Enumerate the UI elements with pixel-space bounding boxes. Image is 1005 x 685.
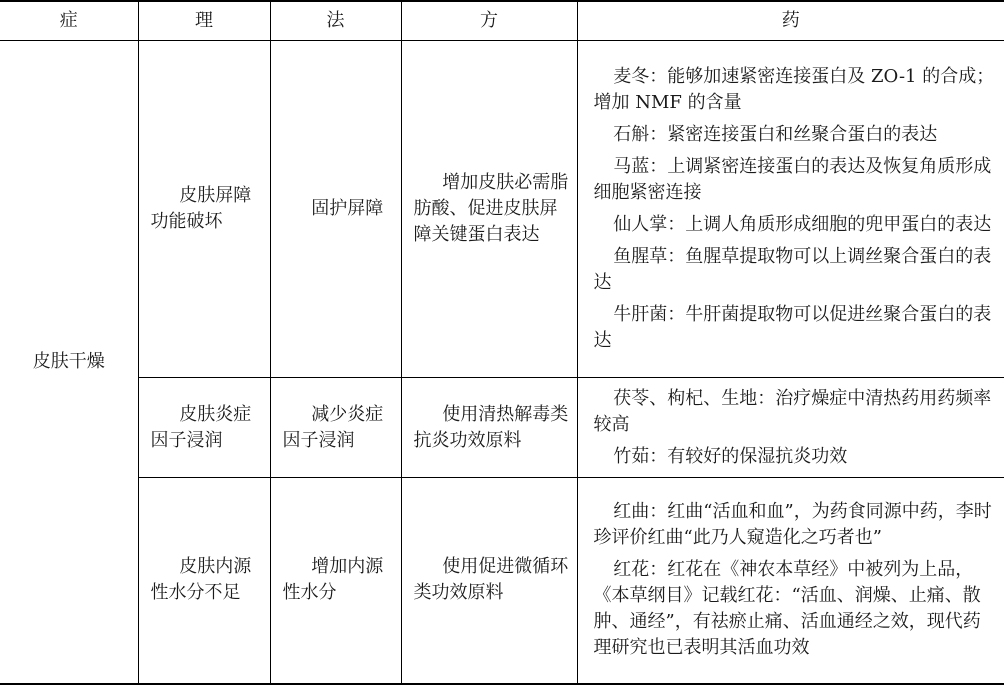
yao-cell xyxy=(577,41,1004,378)
li-cell: 皮肤内源性水分不足 xyxy=(138,478,270,684)
yao-entry: 牛肝菌：牛肝菌提取物可以促进丝聚合蛋白的表达 xyxy=(593,304,992,351)
fa-cell: 减少炎症因子浸润 xyxy=(270,378,401,478)
fa-cell: 固护屏障 xyxy=(270,41,401,378)
header-yao: 药 xyxy=(577,1,1004,41)
zheng-cell: 皮肤干燥 xyxy=(0,41,138,684)
yao-entry: 红花：红花在《神农本草经》中被列为上品，《本草纲目》记载红花：“活血、润燥、止痛、散肿、通经”，有祛瘀止痛、活血通经之效，现代药理研究也已表明其活血功效 xyxy=(593,559,981,659)
header-fa: 法 xyxy=(270,1,401,41)
header-li: 理 xyxy=(138,1,270,41)
yao-entry: 鱼腥草：鱼腥草提取物可以上调丝聚合蛋白的表达 xyxy=(593,246,992,293)
table-row xyxy=(0,378,1004,478)
yao-entry: 马蓝：上调紧密连接蛋白的表达及恢复角质形成细胞紧密连接 xyxy=(593,156,992,203)
header-row xyxy=(0,1,1004,41)
li-cell: 皮肤屏障功能破坏 xyxy=(138,41,270,378)
li-cell: 皮肤炎症因子浸润 xyxy=(138,378,270,478)
table-row xyxy=(0,478,1004,684)
yao-entry: 麦冬：能够加速紧密连接蛋白及 ZO-1 的合成；增加 NMF 的含量 xyxy=(593,66,995,113)
yao-cell xyxy=(577,478,1004,684)
yao-entry: 竹茹：有较好的保湿抗炎功效 xyxy=(613,445,848,467)
fang-cell: 使用促进微循环类功效原料 xyxy=(401,478,577,684)
header-zheng: 症 xyxy=(0,1,138,41)
fang-cell: 增加皮肤必需脂肪酸、促进皮肤屏障关键蛋白表达 xyxy=(401,41,577,378)
header-fang: 方 xyxy=(401,1,577,41)
yao-cell xyxy=(577,378,1004,478)
yao-entry: 红曲：红曲“活血和血”，为药食同源中药，李时珍评价红曲“此乃人窥造化之巧者也” xyxy=(593,501,992,549)
yao-entry: 仙人掌：上调人角质形成细胞的兜甲蛋白的表达 xyxy=(613,214,992,235)
table-row xyxy=(0,41,1004,378)
yao-entry: 茯苓、枸杞、生地：治疗燥症中清热药用药频率较高 xyxy=(593,387,992,435)
fa-cell: 增加内源性水分 xyxy=(270,478,401,684)
yao-entry: 石斛：紧密连接蛋白和丝聚合蛋白的表达 xyxy=(613,124,938,145)
fang-cell: 使用清热解毒类抗炎功效原料 xyxy=(401,378,577,478)
